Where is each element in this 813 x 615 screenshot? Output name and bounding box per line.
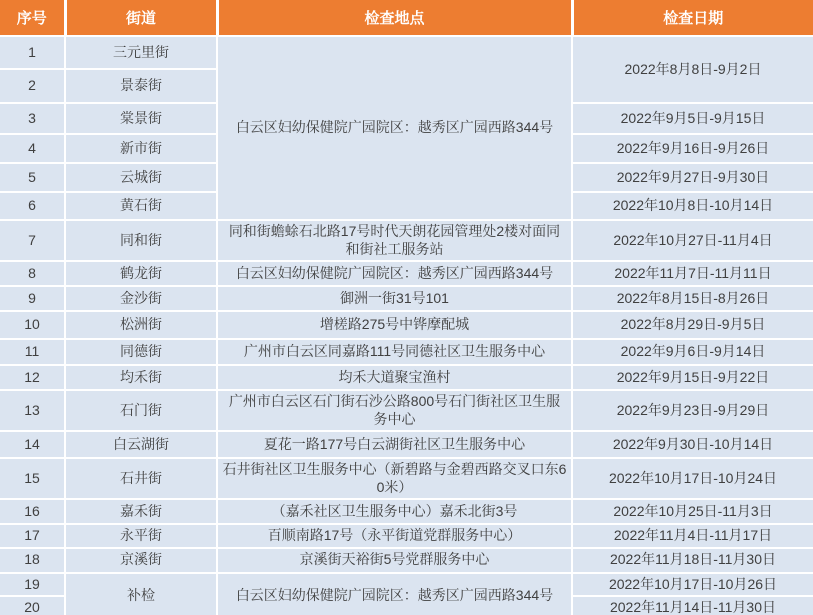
location-cell: 御洲一街31号101 — [217, 286, 572, 311]
row-number-cell: 10 — [0, 311, 65, 339]
location-cell: 石井街社区卫生服务中心（新碧路与金碧西路交叉口东60米） — [217, 458, 572, 499]
street-cell: 补检 — [65, 573, 217, 615]
date-cell: 2022年9月6日-9月14日 — [572, 339, 813, 365]
location-cell: 增槎路275号中铧摩配城 — [217, 311, 572, 339]
street-cell: 均禾街 — [65, 365, 217, 390]
location-cell: 百顺南路17号（永平街道党群服务中心） — [217, 524, 572, 548]
column-header-street: 街道 — [65, 0, 217, 36]
location-cell: 广州市白云区石门街石沙公路800号石门街社区卫生服务中心 — [217, 390, 572, 431]
row-number-cell: 12 — [0, 365, 65, 390]
row-number-cell: 18 — [0, 548, 65, 573]
date-cell: 2022年10月17日-10月24日 — [572, 458, 813, 499]
date-cell: 2022年8月29日-9月5日 — [572, 311, 813, 339]
location-cell: 均禾大道聚宝渔村 — [217, 365, 572, 390]
table-body — [0, 36, 813, 615]
date-cell: 2022年9月5日-9月15日 — [572, 103, 813, 134]
location-cell: 白云区妇幼保健院广园院区：越秀区广园西路344号 — [217, 36, 572, 220]
row-number-cell: 14 — [0, 431, 65, 458]
row-number-cell: 8 — [0, 261, 65, 286]
table-row — [0, 524, 813, 548]
date-cell: 2022年10月25日-11月3日 — [572, 499, 813, 524]
date-cell: 2022年9月23日-9月29日 — [572, 390, 813, 431]
table-row — [0, 548, 813, 573]
location-cell: 夏花一路177号白云湖街社区卫生服务中心 — [217, 431, 572, 458]
street-cell: 白云湖街 — [65, 431, 217, 458]
date-cell: 2022年9月30日-10月14日 — [572, 431, 813, 458]
column-header-location: 检查地点 — [217, 0, 572, 36]
location-cell: 广州市白云区同嘉路111号同德社区卫生服务中心 — [217, 339, 572, 365]
street-cell: 三元里街 — [65, 36, 217, 69]
row-number-cell: 7 — [0, 220, 65, 261]
street-cell: 鹤龙街 — [65, 261, 217, 286]
location-cell: 白云区妇幼保健院广园院区：越秀区广园西路344号 — [217, 573, 572, 615]
street-cell: 同和街 — [65, 220, 217, 261]
date-cell: 2022年10月8日-10月14日 — [572, 192, 813, 220]
table-row — [0, 261, 813, 286]
street-cell: 棠景街 — [65, 103, 217, 134]
row-number-cell: 4 — [0, 134, 65, 163]
table-row — [0, 36, 813, 69]
street-cell: 嘉禾街 — [65, 499, 217, 524]
row-number-cell: 9 — [0, 286, 65, 311]
date-cell: 2022年9月16日-9月26日 — [572, 134, 813, 163]
table-row — [0, 339, 813, 365]
column-header-no: 序号 — [0, 0, 65, 36]
location-cell: 白云区妇幼保健院广园院区：越秀区广园西路344号 — [217, 261, 572, 286]
table-row — [0, 573, 813, 597]
street-cell: 石门街 — [65, 390, 217, 431]
date-cell: 2022年10月27日-11月4日 — [572, 220, 813, 261]
street-cell: 金沙街 — [65, 286, 217, 311]
row-number-cell: 6 — [0, 192, 65, 220]
street-cell: 新市街 — [65, 134, 217, 163]
date-cell: 2022年8月8日-9月2日 — [572, 36, 813, 103]
row-number-cell: 19 — [0, 573, 65, 597]
table-row — [0, 286, 813, 311]
table-row — [0, 311, 813, 339]
table-row — [0, 431, 813, 458]
street-cell: 景泰街 — [65, 69, 217, 103]
date-cell: 2022年10月17日-10月26日 — [572, 573, 813, 597]
row-number-cell: 2 — [0, 69, 65, 103]
row-number-cell: 5 — [0, 163, 65, 192]
location-cell: 京溪街天裕街5号党群服务中心 — [217, 548, 572, 573]
row-number-cell: 16 — [0, 499, 65, 524]
table-row — [0, 458, 813, 499]
street-cell: 石井街 — [65, 458, 217, 499]
street-cell: 同德街 — [65, 339, 217, 365]
date-cell: 2022年11月4日-11月17日 — [572, 524, 813, 548]
row-number-cell: 17 — [0, 524, 65, 548]
date-cell: 2022年11月7日-11月11日 — [572, 261, 813, 286]
table-row — [0, 365, 813, 390]
row-number-cell: 1 — [0, 36, 65, 69]
row-number-cell: 11 — [0, 339, 65, 365]
row-number-cell: 20 — [0, 596, 65, 615]
table-header — [0, 0, 813, 36]
date-cell: 2022年8月15日-8月26日 — [572, 286, 813, 311]
table-row — [0, 220, 813, 261]
street-cell: 京溪街 — [65, 548, 217, 573]
date-cell: 2022年9月15日-9月22日 — [572, 365, 813, 390]
street-cell: 黄石街 — [65, 192, 217, 220]
street-cell: 云城街 — [65, 163, 217, 192]
date-cell: 2022年11月18日-11月30日 — [572, 548, 813, 573]
date-cell: 2022年9月27日-9月30日 — [572, 163, 813, 192]
street-cell: 永平街 — [65, 524, 217, 548]
row-number-cell: 3 — [0, 103, 65, 134]
street-cell: 松洲街 — [65, 311, 217, 339]
location-cell: （嘉禾社区卫生服务中心）嘉禾北街3号 — [217, 499, 572, 524]
date-cell: 2022年11月14日-11月30日 — [572, 596, 813, 615]
table-row — [0, 499, 813, 524]
location-cell: 同和街蟾蜍石北路17号时代天朗花园管理处2楼对面同和街社工服务站 — [217, 220, 572, 261]
row-number-cell: 15 — [0, 458, 65, 499]
row-number-cell: 13 — [0, 390, 65, 431]
column-header-date: 检查日期 — [572, 0, 813, 36]
header-row — [0, 0, 813, 36]
table-row — [0, 390, 813, 431]
